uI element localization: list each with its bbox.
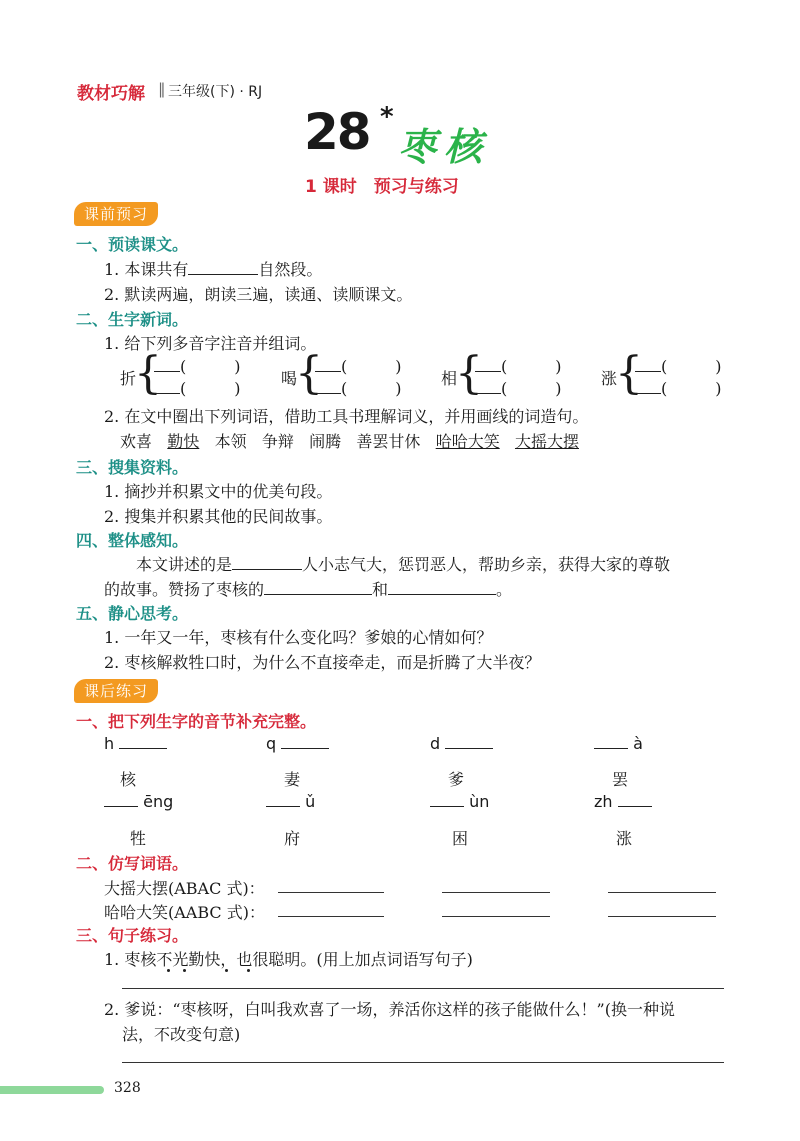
polyphone-char: 折 — [120, 369, 137, 388]
answer-blank[interactable] — [618, 792, 652, 807]
question-text: 自然段。 — [258, 260, 323, 279]
question-line: 1. 枣核不光勤快，也很聪明。(用上加点词语写句子) — [104, 950, 473, 969]
brace-icon: { — [615, 348, 643, 399]
paren-blank[interactable]: ( ) — [341, 357, 402, 376]
pinyin-item: ùn — [430, 792, 489, 811]
word-underlined: 勤快 — [167, 432, 200, 451]
paragraph-line — [104, 577, 512, 600]
section-title: 三、句子练习。 — [76, 926, 189, 945]
paren-blank[interactable]: ( ) — [180, 357, 241, 376]
answer-blank[interactable] — [635, 379, 661, 394]
answer-blank[interactable] — [188, 260, 258, 275]
polyphone-char: 喝 — [281, 369, 298, 388]
paren-blank[interactable]: ( ) — [661, 379, 722, 398]
answer-line[interactable] — [122, 988, 724, 989]
hanzi-char: 困 — [452, 829, 469, 848]
brace-icon: { — [295, 348, 323, 399]
polyphone-char: 相 — [441, 369, 458, 388]
hanzi-char: 核 — [120, 770, 137, 789]
paragraph-line — [136, 552, 670, 575]
paragraph-text: 的故事。赞扬了枣核的 — [104, 580, 265, 599]
paren-blank[interactable]: ( ) — [180, 379, 241, 398]
page-number: 328 — [114, 1080, 141, 1096]
header-separator: ‖ — [158, 80, 166, 98]
answer-blank[interactable] — [475, 379, 501, 394]
word-underlined: 大摇大摆 — [514, 432, 579, 451]
section-title: 一、把下列生字的音节补充完整。 — [76, 712, 317, 731]
answer-blank[interactable] — [104, 792, 138, 807]
question-line: 2. 爹说：“枣核呀，白叫我欢喜了一场，养活你这样的孩子能做什么！”(换一种说 — [104, 1000, 675, 1019]
footer-bar — [0, 1086, 104, 1094]
hanzi-char: 府 — [284, 829, 301, 848]
answer-blank[interactable] — [264, 580, 372, 595]
book-title: 教材巧解 — [77, 84, 145, 104]
answer-blank[interactable] — [445, 734, 493, 749]
question-line: 法，不改变句意) — [122, 1025, 241, 1044]
question-line: 1. 摘抄并积累文中的优美句段。 — [104, 482, 333, 501]
hanzi-char: 罢 — [612, 770, 629, 789]
question-line — [104, 257, 322, 280]
hanzi-char: 爹 — [448, 770, 465, 789]
answer-line[interactable] — [608, 916, 716, 917]
emphasis-dot — [167, 969, 170, 972]
question-line: 1. 一年又一年，枣核有什么变化吗？爹娘的心情如何？ — [104, 628, 493, 647]
question-line: 2. 在文中圈出下列词语，借助工具书理解词义，并用画线的词造句。 — [104, 407, 589, 426]
pinyin-item: zh — [594, 792, 652, 811]
brace-icon: { — [455, 348, 483, 399]
section-title: 二、生字新词。 — [76, 310, 189, 329]
lesson-number: 28 — [304, 103, 370, 161]
answer-line[interactable] — [442, 892, 550, 893]
word: 闹腾 — [309, 432, 342, 451]
hanzi-char: 牲 — [130, 829, 147, 848]
answer-line[interactable] — [122, 1062, 724, 1063]
hanzi-char: 涨 — [616, 829, 633, 848]
answer-blank[interactable] — [475, 357, 501, 372]
brace-icon: { — [134, 348, 162, 399]
question-text: 1. 本课共有 — [104, 260, 189, 279]
word-underlined: 哈哈大笑 — [435, 432, 500, 451]
post-class-banner: 课后练习 — [74, 679, 158, 703]
paren-blank[interactable]: ( ) — [501, 357, 562, 376]
paragraph-text: 。 — [496, 580, 513, 599]
answer-blank[interactable] — [430, 792, 464, 807]
word: 欢喜 — [120, 432, 153, 451]
paren-blank[interactable]: ( ) — [341, 379, 402, 398]
pinyin-item: ēng — [104, 792, 173, 811]
question-line: 2. 枣核解救牲口时，为什么不直接牵走，而是折腾了大半夜？ — [104, 653, 541, 672]
lesson-title: 枣核 — [398, 124, 491, 169]
answer-blank[interactable] — [119, 734, 167, 749]
word: 善罢甘休 — [356, 432, 421, 451]
lesson-star: * — [380, 102, 394, 132]
emphasis-dot — [247, 969, 250, 972]
imitation-line: 大摇大摆(ABAC 式)： — [104, 879, 265, 898]
pinyin-item: ǔ — [266, 792, 315, 811]
paragraph-text: 本文讲述的是 — [136, 555, 233, 574]
question-line: 1. 给下列多音字注音并组词。 — [104, 334, 317, 353]
paragraph-text: 和 — [372, 580, 389, 599]
answer-line[interactable] — [278, 892, 384, 893]
answer-blank[interactable] — [388, 580, 496, 595]
emphasis-dot — [225, 969, 228, 972]
answer-blank[interactable] — [232, 555, 302, 570]
answer-blank[interactable] — [154, 357, 180, 372]
section-title: 三、搜集资料。 — [76, 458, 189, 477]
answer-blank[interactable] — [154, 379, 180, 394]
pinyin-item: q — [266, 734, 329, 753]
word-list — [120, 429, 579, 452]
answer-line[interactable] — [442, 916, 550, 917]
answer-blank[interactable] — [266, 792, 300, 807]
question-line: 2. 搜集并积累其他的民间故事。 — [104, 507, 333, 526]
answer-blank[interactable] — [315, 379, 341, 394]
word: 争辩 — [261, 432, 294, 451]
question-line: 2. 默读两遍，朗读三遍，读通、读顺课文。 — [104, 285, 413, 304]
answer-blank[interactable] — [635, 357, 661, 372]
answer-blank[interactable] — [281, 734, 329, 749]
emphasis-dot — [183, 969, 186, 972]
paren-blank[interactable]: ( ) — [501, 379, 562, 398]
section-title: 五、静心思考。 — [76, 604, 189, 623]
paragraph-text: 人小志气大，惩罚恶人，帮助乡亲，获得大家的尊敬 — [302, 555, 671, 574]
section-title: 二、仿写词语。 — [76, 854, 189, 873]
answer-blank[interactable] — [315, 357, 341, 372]
pre-class-banner: 课前预习 — [74, 202, 158, 226]
lesson-subtitle: 1 课时 预习与练习 — [305, 177, 459, 197]
hanzi-char: 妻 — [284, 770, 301, 789]
answer-blank[interactable] — [594, 734, 628, 749]
pinyin-item: h — [104, 734, 167, 753]
pinyin-item: à — [594, 734, 643, 753]
pinyin-item: d — [430, 734, 493, 753]
imitation-line: 哈哈大笑(AABC 式)： — [104, 903, 265, 922]
section-title: 一、预读课文。 — [76, 235, 189, 254]
grade-label: 三年级(下) · RJ — [168, 84, 263, 100]
paren-blank[interactable]: ( ) — [661, 357, 722, 376]
section-title: 四、整体感知。 — [76, 531, 189, 550]
answer-line[interactable] — [608, 892, 716, 893]
word: 本领 — [214, 432, 247, 451]
polyphone-char: 涨 — [601, 369, 618, 388]
answer-line[interactable] — [278, 916, 384, 917]
